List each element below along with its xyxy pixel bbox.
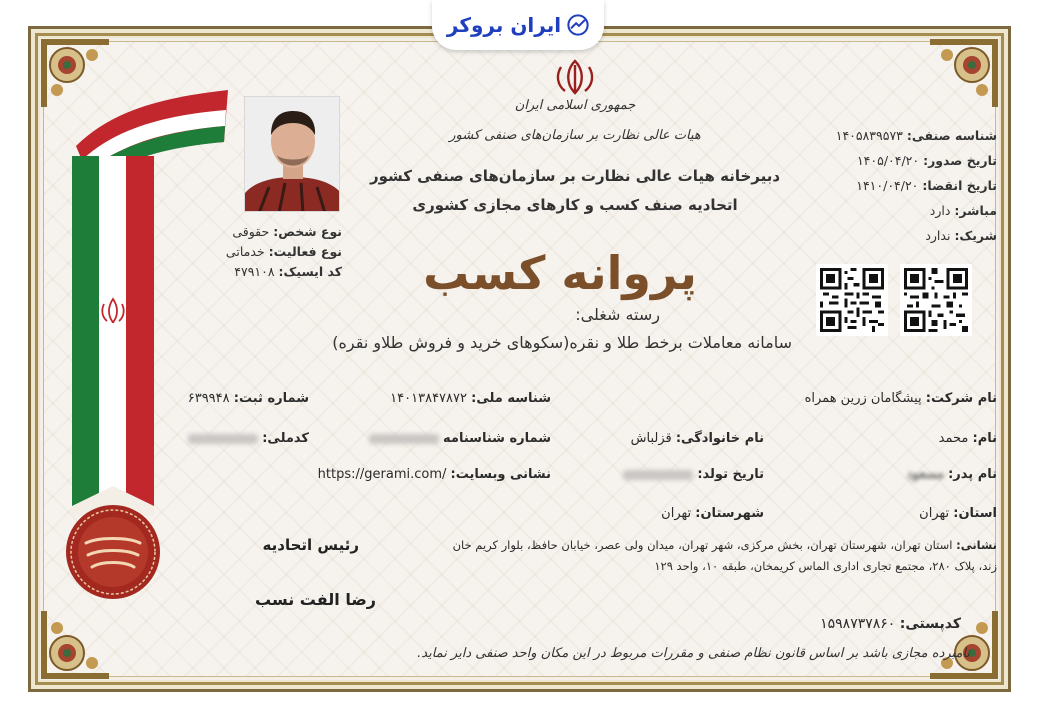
category-label: رسته شغلی: bbox=[575, 305, 660, 324]
meta-expiry-date: تاریخ انقضا: ۱۴۱۰/۰۴/۲۰ bbox=[856, 178, 997, 193]
father-name: نام پدر: مسعود bbox=[906, 467, 997, 482]
signature-name: رضا الفت نسب bbox=[255, 590, 376, 609]
person-avatar-icon bbox=[245, 97, 340, 212]
postal-code: کدپستی: ۱۵۹۸۷۳۷۸۶۰ bbox=[820, 616, 961, 632]
certificate-title: پروانه کسب bbox=[423, 246, 697, 300]
company-name: نام شرکت: پیشگامان زرین همراه bbox=[804, 391, 997, 406]
national-id: شناسه ملی: ۱۴۰۱۳۸۴۷۸۷۲ bbox=[390, 391, 551, 406]
qr-code-icon[interactable] bbox=[900, 264, 972, 336]
corner-ornament-icon bbox=[926, 35, 1002, 111]
meta-guild-id: شناسه صنفی: ۱۴۰۵۸۳۹۵۷۳ bbox=[835, 128, 997, 143]
qr-code-icon[interactable] bbox=[816, 264, 888, 336]
header-line-3: دبیرخانه هیات عالی نظارت بر سازمان‌های صنفی کشور bbox=[369, 167, 781, 185]
signature-role: رئیس اتحادیه bbox=[262, 536, 359, 554]
chart-trend-icon bbox=[567, 14, 589, 36]
meta-isic-code: کد ایسیک: ۴۷۹۱۰۸ bbox=[234, 264, 342, 279]
meta-partner: شریک: ندارد bbox=[925, 228, 997, 243]
header-line-4: اتحادیه صنف کسب و کارهای مجازی کشوری bbox=[412, 196, 738, 214]
last-name: نام خانوادگی: قزلباش bbox=[630, 431, 764, 446]
national-code: کدملی: bbox=[188, 431, 309, 446]
corner-ornament-icon bbox=[37, 607, 113, 683]
meta-activity-type: نوع فعالیت: خدماتی bbox=[225, 244, 342, 259]
id-number: شماره شناسنامه bbox=[369, 431, 551, 446]
first-name: نام: محمد bbox=[938, 431, 997, 446]
city: شهرستان: تهران bbox=[661, 506, 764, 521]
website-link[interactable]: https://gerami.com/ bbox=[317, 467, 447, 482]
registration-number: شماره ثبت: ۶۳۹۹۴۸ bbox=[187, 391, 309, 406]
category-value: سامانه معاملات برخط طلا و نقره(سکوهای خرید و فروش طلاو نقره) bbox=[332, 333, 792, 352]
brand-logo[interactable] bbox=[432, 0, 604, 50]
address-line-1: نشانی: استان تهران، شهرستان تهران، بخش مرکزی، شهر تهران، میدان ولی عصر، خیابان حافظ، بلوار کریم خان bbox=[452, 538, 997, 552]
birth-date: تاریخ تولد: bbox=[623, 467, 764, 482]
holder-photo bbox=[244, 96, 340, 212]
redacted-value bbox=[188, 434, 258, 444]
meta-manager: مباشر: دارد bbox=[929, 203, 997, 218]
ministry-seal-icon bbox=[64, 503, 162, 601]
brand-name: ایران بروکر bbox=[446, 13, 562, 37]
meta-issue-date: تاریخ صدور: ۱۴۰۵/۰۴/۲۰ bbox=[856, 153, 997, 168]
province: استان: تهران bbox=[919, 506, 997, 521]
meta-person-type: نوع شخص: حقوقی bbox=[232, 224, 342, 239]
flag-ribbon-icon bbox=[56, 86, 236, 516]
iran-emblem-icon bbox=[553, 57, 597, 97]
redacted-value bbox=[623, 470, 693, 480]
header-line-1: جمهوری اسلامی ایران bbox=[514, 98, 636, 113]
header-line-2: هیات عالی نظارت بر سازمان‌های صنفی کشور bbox=[449, 128, 701, 143]
address-line-2: زند، پلاک ۲۸۰، مجتمع تجاری اداری الماس کریمخان، طبقه ۱۰، واحد ۱۲۹ bbox=[654, 559, 997, 573]
website: نشانی وبسایت: https://gerami.com/ bbox=[317, 467, 551, 482]
redacted-value bbox=[369, 434, 439, 444]
footer-note: نامبرده مجازی باشد بر اساس قانون نظام صنفی و مقررات مربوط در این مکان واحد صنفی دایر نماید. bbox=[417, 646, 970, 661]
